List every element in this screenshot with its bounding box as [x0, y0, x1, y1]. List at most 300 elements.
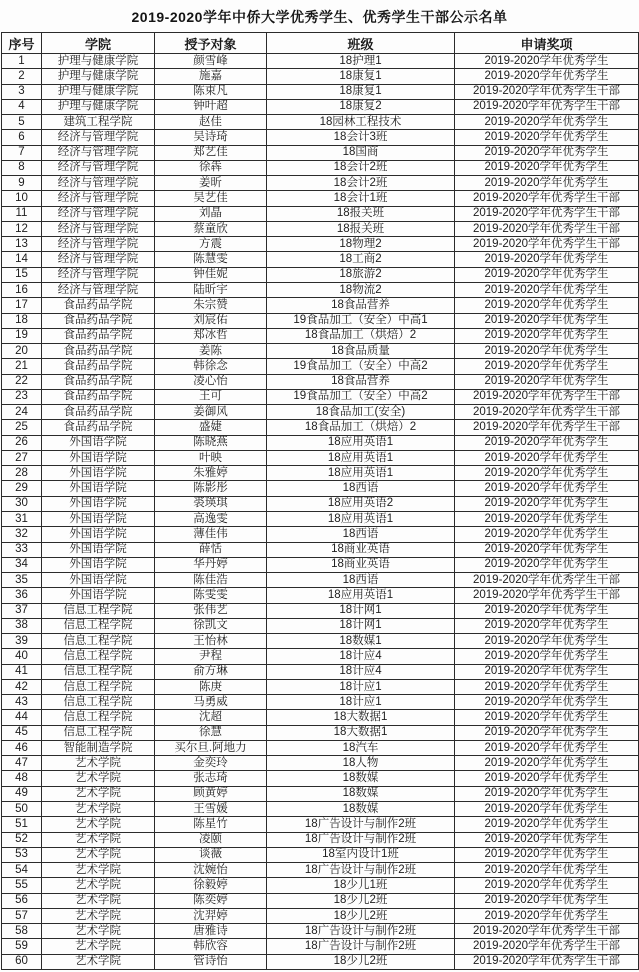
cell-award: 2019-2020学年优秀学生 [455, 649, 639, 664]
cell-award: 2019-2020学年优秀学生 [455, 54, 639, 69]
cell-college: 护理与健康学院 [42, 84, 155, 99]
cell-award: 2019-2020学年优秀学生干部 [455, 99, 639, 114]
cell-class: 18物理2 [267, 237, 455, 252]
cell-class: 18室内设计1班 [267, 847, 455, 862]
cell-index: 58 [2, 924, 42, 939]
cell-college: 信息工程学院 [42, 695, 155, 710]
cell-awardee: 姜陈 [155, 344, 267, 359]
cell-award: 2019-2020学年优秀学生 [455, 679, 639, 694]
cell-index: 12 [2, 221, 42, 236]
cell-college: 护理与健康学院 [42, 54, 155, 69]
table-row [2, 527, 639, 542]
cell-class: 18应用英语1 [267, 466, 455, 481]
cell-awardee: 盛婕 [155, 420, 267, 435]
cell-index: 55 [2, 878, 42, 893]
cell-award: 2019-2020学年优秀学生 [455, 771, 639, 786]
cell-college: 艺术学院 [42, 786, 155, 801]
cell-index: 32 [2, 527, 42, 542]
cell-college: 经济与管理学院 [42, 267, 155, 282]
table-row [2, 252, 639, 267]
cell-index: 33 [2, 542, 42, 557]
cell-class: 18西语 [267, 481, 455, 496]
table-row [2, 221, 639, 236]
cell-college: 外国语学院 [42, 557, 155, 572]
table-row [2, 634, 639, 649]
cell-awardee: 薄佳伟 [155, 527, 267, 542]
cell-class: 18大数据1 [267, 710, 455, 725]
cell-college: 食品药品学院 [42, 359, 155, 374]
cell-college: 经济与管理学院 [42, 282, 155, 297]
table-row [2, 954, 639, 969]
cell-class: 18食品营养 [267, 374, 455, 389]
cell-award: 2019-2020学年优秀学生 [455, 496, 639, 511]
cell-index: 13 [2, 237, 42, 252]
cell-award: 2019-2020学年优秀学生 [455, 145, 639, 160]
cell-awardee: 姜御风 [155, 405, 267, 420]
cell-college: 艺术学院 [42, 939, 155, 954]
table-row [2, 282, 639, 297]
cell-class: 18广告设计与制作2班 [267, 817, 455, 832]
cell-award: 2019-2020学年优秀学生 [455, 542, 639, 557]
cell-class: 18广告设计与制作2班 [267, 939, 455, 954]
cell-college: 经济与管理学院 [42, 130, 155, 145]
header-college: 学院 [42, 33, 155, 54]
cell-index: 35 [2, 573, 42, 588]
table-row [2, 756, 639, 771]
cell-awardee: 姜昕 [155, 176, 267, 191]
table-row [2, 176, 639, 191]
cell-college: 艺术学院 [42, 771, 155, 786]
cell-index: 53 [2, 847, 42, 862]
cell-awardee: 方震 [155, 237, 267, 252]
table-row [2, 847, 639, 862]
cell-awardee: 钟叶超 [155, 99, 267, 114]
cell-awardee: 陈影彤 [155, 481, 267, 496]
cell-index: 2 [2, 69, 42, 84]
cell-awardee: 王雪媛 [155, 802, 267, 817]
cell-class: 18食品加工（烘焙）2 [267, 328, 455, 343]
cell-awardee: 张伟艺 [155, 603, 267, 618]
cell-college: 信息工程学院 [42, 603, 155, 618]
cell-index: 37 [2, 603, 42, 618]
cell-awardee: 陈慧雯 [155, 252, 267, 267]
cell-index: 16 [2, 282, 42, 297]
cell-index: 10 [2, 191, 42, 206]
cell-index: 6 [2, 130, 42, 145]
cell-awardee: 刘宸佑 [155, 313, 267, 328]
cell-index: 25 [2, 420, 42, 435]
table-row [2, 206, 639, 221]
cell-college: 艺术学院 [42, 817, 155, 832]
cell-award: 2019-2020学年优秀学生 [455, 740, 639, 755]
cell-college: 外国语学院 [42, 450, 155, 465]
table-row [2, 435, 639, 450]
table-row [2, 54, 639, 69]
cell-award: 2019-2020学年优秀学生 [455, 695, 639, 710]
cell-class: 18报关班 [267, 206, 455, 221]
cell-college: 护理与健康学院 [42, 69, 155, 84]
cell-class: 18数媒 [267, 771, 455, 786]
cell-college: 外国语学院 [42, 542, 155, 557]
cell-college: 艺术学院 [42, 832, 155, 847]
cell-college: 信息工程学院 [42, 618, 155, 633]
table-row [2, 771, 639, 786]
cell-class: 19食品加工（安全）中高1 [267, 313, 455, 328]
cell-class: 18会计2班 [267, 160, 455, 175]
table-row [2, 69, 639, 84]
cell-class: 18计应1 [267, 695, 455, 710]
table-row [2, 939, 639, 954]
cell-award: 2019-2020学年优秀学生 [455, 710, 639, 725]
cell-awardee: 郑艺佳 [155, 145, 267, 160]
cell-college: 艺术学院 [42, 756, 155, 771]
cell-class: 18数媒1 [267, 634, 455, 649]
cell-award: 2019-2020学年优秀学生干部 [455, 420, 639, 435]
cell-index: 18 [2, 313, 42, 328]
cell-award: 2019-2020学年优秀学生干部 [455, 237, 639, 252]
cell-award: 2019-2020学年优秀学生干部 [455, 221, 639, 236]
cell-index: 19 [2, 328, 42, 343]
cell-index: 1 [2, 54, 42, 69]
cell-award: 2019-2020学年优秀学生 [455, 450, 639, 465]
cell-class: 18人物 [267, 756, 455, 771]
cell-index: 56 [2, 893, 42, 908]
cell-awardee: 徐慧 [155, 725, 267, 740]
cell-award: 2019-2020学年优秀学生 [455, 634, 639, 649]
cell-college: 食品药品学院 [42, 405, 155, 420]
cell-college: 智能制造学院 [42, 740, 155, 755]
header-class: 班级 [267, 33, 455, 54]
cell-index: 50 [2, 802, 42, 817]
cell-college: 外国语学院 [42, 466, 155, 481]
table-header [2, 33, 639, 54]
cell-awardee: 裘瑛琪 [155, 496, 267, 511]
cell-class: 18应用英语1 [267, 450, 455, 465]
cell-college: 外国语学院 [42, 511, 155, 526]
cell-index: 5 [2, 115, 42, 130]
cell-index: 39 [2, 634, 42, 649]
cell-college: 经济与管理学院 [42, 160, 155, 175]
cell-award: 2019-2020学年优秀学生 [455, 863, 639, 878]
cell-awardee: 顾黄婷 [155, 786, 267, 801]
cell-awardee: 颜雪峰 [155, 54, 267, 69]
cell-index: 57 [2, 908, 42, 923]
cell-awardee: 高逸雯 [155, 511, 267, 526]
cell-awardee: 朱雅婷 [155, 466, 267, 481]
cell-index: 11 [2, 206, 42, 221]
roster-table [1, 32, 639, 970]
table-row [2, 878, 639, 893]
cell-class: 18汽车 [267, 740, 455, 755]
table-row [2, 573, 639, 588]
cell-college: 经济与管理学院 [42, 221, 155, 236]
cell-index: 34 [2, 557, 42, 572]
cell-college: 外国语学院 [42, 588, 155, 603]
cell-index: 3 [2, 84, 42, 99]
cell-award: 2019-2020学年优秀学生 [455, 817, 639, 832]
cell-class: 18康复1 [267, 69, 455, 84]
cell-award: 2019-2020学年优秀学生 [455, 786, 639, 801]
table-row [2, 99, 639, 114]
cell-award: 2019-2020学年优秀学生 [455, 176, 639, 191]
cell-award: 2019-2020学年优秀学生 [455, 282, 639, 297]
cell-college: 艺术学院 [42, 802, 155, 817]
cell-awardee: 叶映 [155, 450, 267, 465]
cell-class: 18计网1 [267, 618, 455, 633]
cell-college: 艺术学院 [42, 863, 155, 878]
cell-index: 54 [2, 863, 42, 878]
cell-awardee: 赵佳 [155, 115, 267, 130]
table-row [2, 817, 639, 832]
cell-class: 18食品营养 [267, 298, 455, 313]
cell-class: 18应用英语1 [267, 435, 455, 450]
cell-award: 2019-2020学年优秀学生干部 [455, 206, 639, 221]
cell-college: 食品药品学院 [42, 344, 155, 359]
cell-index: 45 [2, 725, 42, 740]
cell-class: 18食品加工（烘焙）2 [267, 420, 455, 435]
cell-award: 2019-2020学年优秀学生 [455, 344, 639, 359]
cell-class: 18少儿2班 [267, 954, 455, 969]
cell-index: 7 [2, 145, 42, 160]
cell-class: 18应用英语1 [267, 588, 455, 603]
cell-awardee: 沈婉怡 [155, 863, 267, 878]
cell-index: 40 [2, 649, 42, 664]
table-row [2, 344, 639, 359]
cell-college: 信息工程学院 [42, 649, 155, 664]
table-row [2, 710, 639, 725]
cell-award: 2019-2020学年优秀学生 [455, 481, 639, 496]
cell-index: 4 [2, 99, 42, 114]
table-row [2, 511, 639, 526]
cell-award: 2019-2020学年优秀学生干部 [455, 405, 639, 420]
table-row [2, 893, 639, 908]
cell-award: 2019-2020学年优秀学生 [455, 298, 639, 313]
cell-awardee: 管诗怡 [155, 954, 267, 969]
cell-awardee: 凌心怡 [155, 374, 267, 389]
cell-class: 18少儿2班 [267, 893, 455, 908]
cell-college: 食品药品学院 [42, 389, 155, 404]
cell-college: 护理与健康学院 [42, 99, 155, 114]
cell-college: 食品药品学院 [42, 374, 155, 389]
cell-awardee: 唐雅诗 [155, 924, 267, 939]
cell-award: 2019-2020学年优秀学生 [455, 847, 639, 862]
cell-class: 19食品加工（安全）中高2 [267, 359, 455, 374]
cell-college: 艺术学院 [42, 924, 155, 939]
table-row [2, 679, 639, 694]
cell-award: 2019-2020学年优秀学生干部 [455, 191, 639, 206]
cell-award: 2019-2020学年优秀学生 [455, 756, 639, 771]
table-row [2, 130, 639, 145]
cell-award: 2019-2020学年优秀学生 [455, 69, 639, 84]
cell-college: 艺术学院 [42, 954, 155, 969]
cell-index: 52 [2, 832, 42, 847]
cell-class: 18西语 [267, 573, 455, 588]
cell-award: 2019-2020学年优秀学生 [455, 725, 639, 740]
cell-awardee: 俞方琳 [155, 664, 267, 679]
table-row [2, 649, 639, 664]
cell-college: 食品药品学院 [42, 298, 155, 313]
cell-award: 2019-2020学年优秀学生干部 [455, 939, 639, 954]
cell-award: 2019-2020学年优秀学生 [455, 328, 639, 343]
cell-awardee: 吴诗琦 [155, 130, 267, 145]
cell-award: 2019-2020学年优秀学生干部 [455, 84, 639, 99]
cell-award: 2019-2020学年优秀学生 [455, 908, 639, 923]
cell-class: 18商业英语 [267, 557, 455, 572]
table-row [2, 588, 639, 603]
cell-index: 14 [2, 252, 42, 267]
cell-class: 18康复2 [267, 99, 455, 114]
table-row [2, 664, 639, 679]
cell-awardee: 吴艺佳 [155, 191, 267, 206]
cell-index: 21 [2, 359, 42, 374]
cell-index: 27 [2, 450, 42, 465]
cell-college: 艺术学院 [42, 847, 155, 862]
cell-index: 38 [2, 618, 42, 633]
cell-award: 2019-2020学年优秀学生 [455, 435, 639, 450]
cell-award: 2019-2020学年优秀学生干部 [455, 389, 639, 404]
cell-college: 经济与管理学院 [42, 145, 155, 160]
cell-class: 18广告设计与制作2班 [267, 924, 455, 939]
cell-awardee: 沈超 [155, 710, 267, 725]
cell-index: 51 [2, 817, 42, 832]
cell-college: 信息工程学院 [42, 710, 155, 725]
cell-award: 2019-2020学年优秀学生 [455, 313, 639, 328]
cell-awardee: 马勇威 [155, 695, 267, 710]
table-row [2, 389, 639, 404]
table-row [2, 802, 639, 817]
table-row [2, 191, 639, 206]
table-row [2, 298, 639, 313]
table-row [2, 557, 639, 572]
cell-index: 23 [2, 389, 42, 404]
cell-class: 18商业英语 [267, 542, 455, 557]
table-row [2, 84, 639, 99]
cell-college: 信息工程学院 [42, 634, 155, 649]
cell-award: 2019-2020学年优秀学生 [455, 557, 639, 572]
cell-index: 48 [2, 771, 42, 786]
cell-index: 29 [2, 481, 42, 496]
table-row [2, 160, 639, 175]
cell-college: 信息工程学院 [42, 725, 155, 740]
cell-award: 2019-2020学年优秀学生干部 [455, 588, 639, 603]
cell-index: 8 [2, 160, 42, 175]
cell-class: 18计应1 [267, 679, 455, 694]
cell-class: 18西语 [267, 527, 455, 542]
cell-awardee: 郑冰哲 [155, 328, 267, 343]
cell-awardee: 朱宗赞 [155, 298, 267, 313]
cell-college: 经济与管理学院 [42, 237, 155, 252]
cell-awardee: 陆昕宇 [155, 282, 267, 297]
cell-index: 36 [2, 588, 42, 603]
header-awardee: 授予对象 [155, 33, 267, 54]
cell-index: 28 [2, 466, 42, 481]
cell-college: 艺术学院 [42, 893, 155, 908]
cell-college: 信息工程学院 [42, 664, 155, 679]
cell-awardee: 张志琦 [155, 771, 267, 786]
cell-award: 2019-2020学年优秀学生 [455, 802, 639, 817]
cell-awardee: 华丹婷 [155, 557, 267, 572]
cell-awardee: 陈星竹 [155, 817, 267, 832]
cell-index: 43 [2, 695, 42, 710]
cell-index: 49 [2, 786, 42, 801]
cell-class: 18广告设计与制作2班 [267, 863, 455, 878]
cell-class: 18广告设计与制作2班 [267, 832, 455, 847]
cell-awardee: 陈庚 [155, 679, 267, 694]
cell-class: 19食品加工（安全）中高2 [267, 389, 455, 404]
cell-award: 2019-2020学年优秀学生 [455, 527, 639, 542]
cell-awardee: 金奕玲 [155, 756, 267, 771]
cell-award: 2019-2020学年优秀学生 [455, 664, 639, 679]
cell-awardee: 王怡林 [155, 634, 267, 649]
table-row [2, 832, 639, 847]
cell-awardee: 刘晶 [155, 206, 267, 221]
cell-awardee: 陈晓燕 [155, 435, 267, 450]
table-row [2, 863, 639, 878]
cell-awardee: 韩欣容 [155, 939, 267, 954]
cell-class: 18数媒 [267, 802, 455, 817]
cell-award: 2019-2020学年优秀学生干部 [455, 924, 639, 939]
cell-college: 外国语学院 [42, 481, 155, 496]
cell-college: 外国语学院 [42, 496, 155, 511]
cell-class: 18工商2 [267, 252, 455, 267]
cell-index: 30 [2, 496, 42, 511]
cell-class: 18食品加工(安全) [267, 405, 455, 420]
cell-class: 18计网1 [267, 603, 455, 618]
cell-college: 建筑工程学院 [42, 115, 155, 130]
cell-awardee: 钟佳妮 [155, 267, 267, 282]
cell-awardee: 施嘉 [155, 69, 267, 84]
cell-award: 2019-2020学年优秀学生 [455, 160, 639, 175]
table-row [2, 313, 639, 328]
cell-college: 外国语学院 [42, 435, 155, 450]
cell-award: 2019-2020学年优秀学生 [455, 130, 639, 145]
table-row [2, 542, 639, 557]
cell-class: 18康复1 [267, 84, 455, 99]
table-row [2, 328, 639, 343]
cell-index: 17 [2, 298, 42, 313]
cell-class: 18护理1 [267, 54, 455, 69]
table-row [2, 908, 639, 923]
cell-college: 艺术学院 [42, 878, 155, 893]
cell-award: 2019-2020学年优秀学生 [455, 267, 639, 282]
cell-class: 18大数据1 [267, 725, 455, 740]
table-row [2, 603, 639, 618]
table-row [2, 496, 639, 511]
cell-index: 46 [2, 740, 42, 755]
cell-class: 18数媒 [267, 786, 455, 801]
cell-college: 艺术学院 [42, 908, 155, 923]
header-row [2, 33, 639, 54]
cell-award: 2019-2020学年优秀学生 [455, 832, 639, 847]
cell-awardee: 谈薇 [155, 847, 267, 862]
cell-class: 18计应4 [267, 664, 455, 679]
cell-awardee: 徐犇 [155, 160, 267, 175]
cell-award: 2019-2020学年优秀学生 [455, 511, 639, 526]
cell-college: 信息工程学院 [42, 679, 155, 694]
cell-awardee: 尹程 [155, 649, 267, 664]
cell-college: 食品药品学院 [42, 328, 155, 343]
cell-class: 18物流2 [267, 282, 455, 297]
cell-award: 2019-2020学年优秀学生 [455, 878, 639, 893]
table-row [2, 237, 639, 252]
table-row [2, 924, 639, 939]
cell-college: 经济与管理学院 [42, 191, 155, 206]
cell-class: 18计应4 [267, 649, 455, 664]
cell-index: 24 [2, 405, 42, 420]
cell-college: 经济与管理学院 [42, 176, 155, 191]
cell-awardee: 买尔旦.阿地力 [155, 740, 267, 755]
header-award: 申请奖项 [455, 33, 639, 54]
